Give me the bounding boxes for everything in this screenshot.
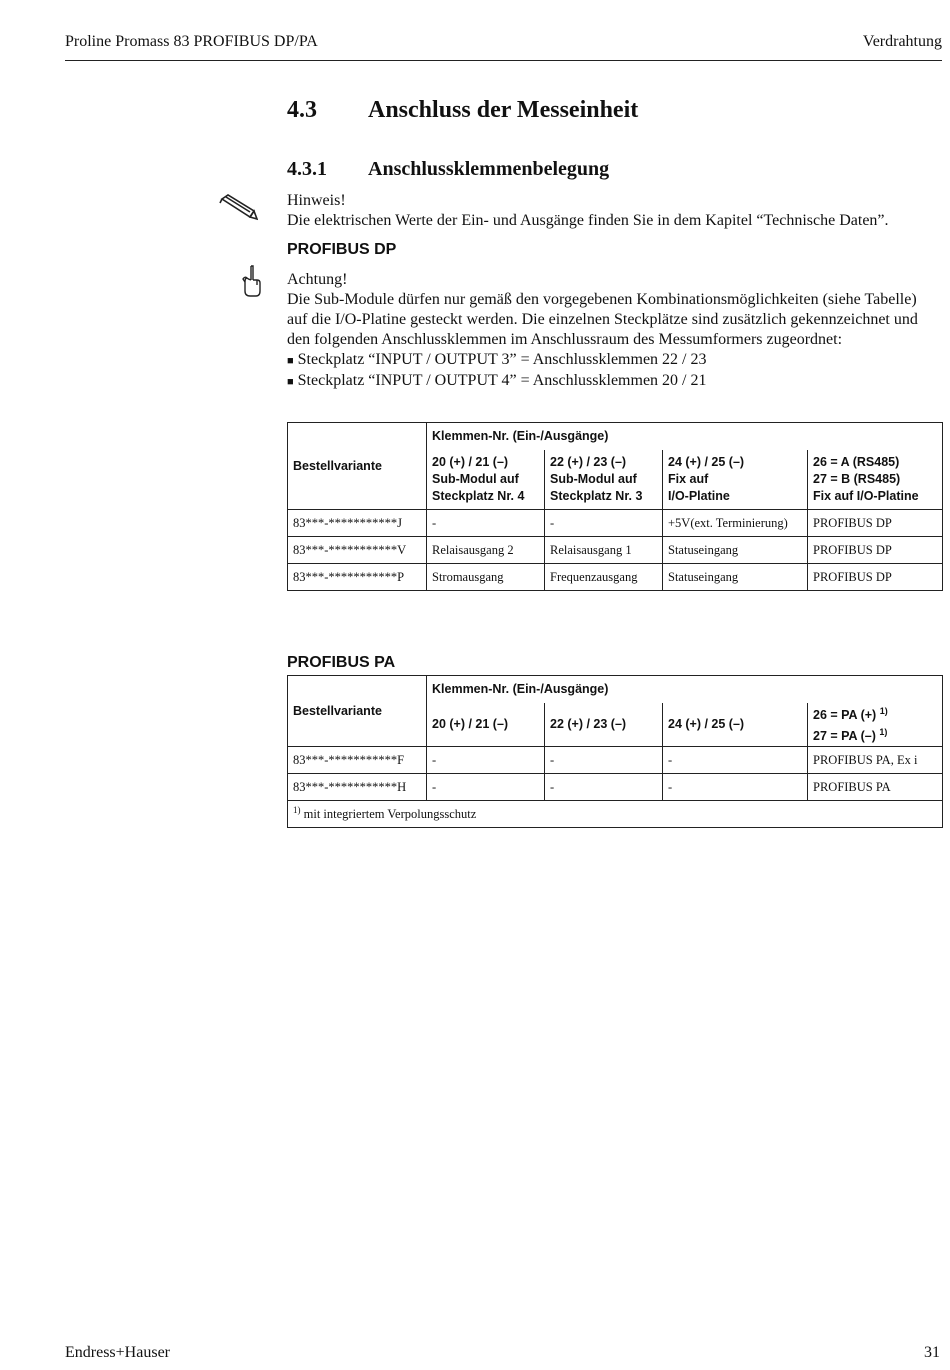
pointing-hand-icon xyxy=(240,264,264,298)
pencil-icon xyxy=(218,193,258,221)
table-cell: - xyxy=(427,747,545,774)
column-header: Bestellvariante xyxy=(288,423,427,510)
table-cell: - xyxy=(545,510,663,537)
note-block xyxy=(287,191,889,231)
table-cell: 83***-***********H xyxy=(288,774,427,801)
section-number: 4.3 xyxy=(287,97,317,123)
table-footnote-row xyxy=(288,801,943,828)
subsection-heading xyxy=(287,158,609,181)
profibus-dp-heading: PROFIBUS DP xyxy=(287,241,397,258)
column-header: Bestellvariante xyxy=(288,676,427,747)
caution-line-3: den folgenden Anschlussklemmen im Anschlussraum des Messumformers zugeordnet: xyxy=(287,331,843,348)
table-cell: - xyxy=(663,747,808,774)
table-cell: Statuseingang xyxy=(663,564,808,591)
profibus-dp-table xyxy=(287,422,943,591)
caution-bullet: ■ Steckplatz “INPUT / OUTPUT 4” = Anschlussklemmen 20 / 21 xyxy=(287,372,707,389)
column-header: 20 (+) / 21 (–) Sub-Modul auf Steckplatz Nr. 4 xyxy=(427,450,545,510)
profibus-pa-table xyxy=(287,675,943,828)
table-row xyxy=(288,564,943,591)
table-footnote: $^{1)}$ mit integriertem Verpolungsschutz xyxy=(288,801,943,828)
footer-company: Endress+Hauser xyxy=(65,1344,170,1361)
section-heading xyxy=(287,97,638,124)
table-cell: PROFIBUS DP xyxy=(808,510,943,537)
table-cell: 83***-***********J xyxy=(288,510,427,537)
table-row xyxy=(288,774,943,801)
running-header-chapter: Verdrahtung xyxy=(862,33,942,50)
column-header: 26 = A (RS485) 27 = B (RS485) Fix auf I/O-Platine xyxy=(808,450,943,510)
table-row xyxy=(288,537,943,564)
column-header: 24 (+) / 25 (–) xyxy=(663,703,808,747)
table-cell: - xyxy=(545,774,663,801)
table-cell: - xyxy=(427,510,545,537)
caution-label: Achtung! xyxy=(287,271,348,288)
table-cell: +5V(ext. Terminierung) xyxy=(663,510,808,537)
table-cell: Relaisausgang 2 xyxy=(427,537,545,564)
caution-line-2: auf die I/O-Platine gesteckt werden. Die einzelnen Steckplätze sind zusätzlich gekennzeichnet und xyxy=(287,311,918,328)
subsection-title: Anschlussklemmenbelegung xyxy=(368,158,610,180)
table-cell: Relaisausgang 1 xyxy=(545,537,663,564)
table-cell: Frequenzausgang xyxy=(545,564,663,591)
column-header: 22 (+) / 23 (–) Sub-Modul auf Steckplatz Nr. 3 xyxy=(545,450,663,510)
table-cell: PROFIBUS PA, Ex i xyxy=(808,747,943,774)
profibus-pa-heading: PROFIBUS PA xyxy=(287,654,396,671)
caution-bullet: ■ Steckplatz “INPUT / OUTPUT 3” = Anschlussklemmen 22 / 23 xyxy=(287,351,707,368)
section-title: Anschluss der Messeinheit xyxy=(368,97,639,123)
column-header: 24 (+) / 25 (–) Fix auf I/O-Platine xyxy=(663,450,808,510)
column-header: 22 (+) / 23 (–) xyxy=(545,703,663,747)
table-cell: 83***-***********F xyxy=(288,747,427,774)
column-group-header: Klemmen-Nr. (Ein-/Ausgänge) xyxy=(427,423,943,450)
note-text: Die elektrischen Werte der Ein- und Ausgänge finden Sie in dem Kapitel “Technische Daten”. xyxy=(287,212,889,229)
column-group-header: Klemmen-Nr. (Ein-/Ausgänge) xyxy=(427,676,943,703)
table-row xyxy=(288,510,943,537)
table-cell: - xyxy=(663,774,808,801)
header-rule xyxy=(65,60,942,61)
table-cell: 83***-***********P xyxy=(288,564,427,591)
table-cell: PROFIBUS PA xyxy=(808,774,943,801)
table-cell: Stromausgang xyxy=(427,564,545,591)
note-label: Hinweis! xyxy=(287,192,346,209)
table-cell: PROFIBUS DP xyxy=(808,564,943,591)
table-row xyxy=(288,747,943,774)
table-cell: PROFIBUS DP xyxy=(808,537,943,564)
table-cell: 83***-***********V xyxy=(288,537,427,564)
caution-block xyxy=(287,270,918,392)
table-cell: - xyxy=(545,747,663,774)
running-header-title: Proline Promass 83 PROFIBUS DP/PA xyxy=(65,33,318,50)
caution-line-1: Die Sub-Module dürfen nur gemäß den vorgegebenen Kombinationsmöglichkeiten (siehe Tabelle) xyxy=(287,291,917,308)
subsection-number: 4.3.1 xyxy=(287,158,327,180)
column-header: 26 = PA (+) $^{1)}$ 27 = PA (–) $^{1)}$ xyxy=(808,703,943,747)
page-number: 31 xyxy=(924,1344,940,1361)
column-header: 20 (+) / 21 (–) xyxy=(427,703,545,747)
table-cell: - xyxy=(427,774,545,801)
table-cell: Statuseingang xyxy=(663,537,808,564)
